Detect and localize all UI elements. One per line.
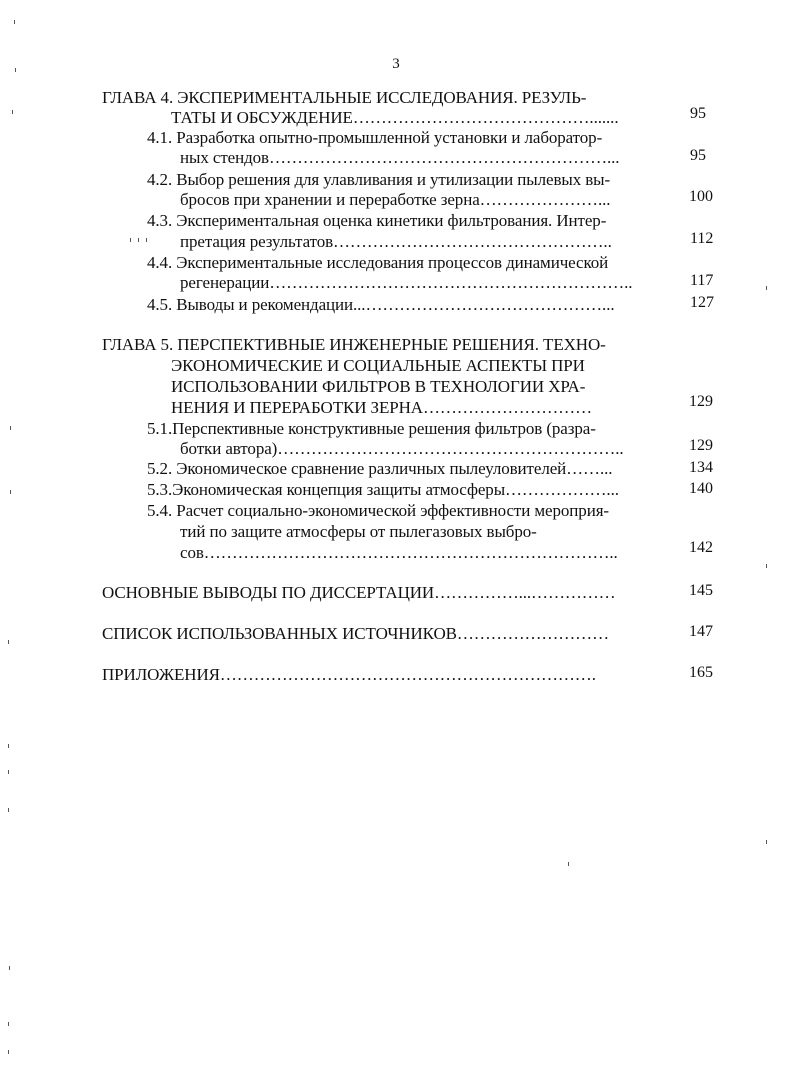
toc-section-5-3-page: 140 [689,480,713,497]
toc-appendices-page: 165 [689,664,713,681]
toc-appendices: ПРИЛОЖЕНИЯ…………………………………………………………. [102,665,596,684]
toc-section-5-2-line-1: 5.2. Экономическое сравнение различных пылеуловителей……... [147,459,613,478]
scan-speck [15,68,16,72]
toc-section-4-1-page: 95 [690,147,706,164]
toc-section-5-4-line-3: сов……………………………………………………………….. [180,543,618,562]
scan-speck [12,110,13,114]
toc-section-4-3-page: 112 [690,230,714,247]
toc-section-4-3-line-1: 4.3. Экспериментальная оценка кинетики фильтрования. Интер- [147,211,607,230]
toc-section-5-4-page: 142 [689,539,713,556]
scan-speck [766,286,767,290]
scan-speck [8,770,9,774]
toc-references: СПИСОК ИСПОЛЬЗОВАННЫХ ИСТОЧНИКОВ……………………… [102,624,609,643]
toc-chapter-5-line-3: ИСПОЛЬЗОВАНИИ ФИЛЬТРОВ В ТЕХНОЛОГИИ ХРА- [171,377,586,396]
scan-speck [8,1022,9,1026]
toc-section-4-4-line-1: 4.4. Экспериментальные исследования процессов динамической [147,253,609,272]
toc-chapter-4-line-2: ТАТЫ И ОБСУЖДЕНИЕ……………………………………....... [171,108,619,127]
scan-speck [10,490,11,494]
toc-section-5-2-page: 134 [689,459,713,476]
toc-section-4-1-line-2: ных стендов……………………………………………………... [180,148,620,167]
toc-section-4-2-line-2: бросов при хранении и переработке зерна…………………... [180,190,611,209]
toc-conclusions-page: 145 [689,582,713,599]
scan-speck [766,840,767,844]
scan-speck [14,20,15,24]
toc-section-4-5-page: 127 [690,294,714,311]
toc-chapter-5-line-1: ГЛАВА 5. ПЕРСПЕКТИВНЫЕ ИНЖЕНЕРНЫЕ РЕШЕНИЯ. ТЕХНО- [102,335,606,354]
scan-speck [8,640,9,644]
scan-speck [138,238,139,242]
toc-chapter-5-line-4: НЕНИЯ И ПЕРЕРАБОТКИ ЗЕРНА………………………… [171,398,592,417]
toc-chapter-4-page: 95 [690,105,706,122]
toc-conclusions: ОСНОВНЫЕ ВЫВОДЫ ПО ДИССЕРТАЦИИ……………...…………… [102,583,616,602]
toc-section-4-2-page: 100 [689,188,713,205]
toc-section-5-3-line-1: 5.3.Экономическая концепция защиты атмосферы………………... [147,480,619,499]
scan-speck [146,238,147,242]
scan-speck [10,426,11,430]
toc-section-4-2-line-1: 4.2. Выбор решения для улавливания и утилизации пылевых вы- [147,170,611,189]
toc-chapter-5-line-2: ЭКОНОМИЧЕСКИЕ И СОЦИАЛЬНЫЕ АСПЕКТЫ ПРИ [171,356,585,375]
toc-section-5-1-line-2: ботки автора)…………………………………………………….. [180,439,624,458]
toc-section-4-1-line-1: 4.1. Разработка опытно-промышленной установки и лаборатор- [147,128,603,147]
toc-section-5-1-page: 129 [689,437,713,454]
scan-speck [9,966,10,970]
scan-speck [8,1050,9,1054]
toc-section-4-5-line-1: 4.5. Выводы и рекомендации...……………………………………... [147,295,615,314]
toc-section-5-1-line-1: 5.1.Перспективные конструктивные решения фильтров (разра- [147,419,596,438]
scan-speck [8,744,9,748]
toc-chapter-5-page: 129 [689,393,713,410]
toc-section-4-3-line-2: претация результатов………………………………………….. [180,232,612,251]
toc-chapter-4-line-1: ГЛАВА 4. ЭКСПЕРИМЕНТАЛЬНЫЕ ИССЛЕДОВАНИЯ. РЕЗУЛЬ- [102,88,587,107]
scan-speck [766,564,767,568]
toc-references-page: 147 [689,623,713,640]
scan-speck [8,808,9,812]
toc-section-5-4-line-2: тий по защите атмосферы от пылегазовых выбро- [180,522,537,541]
toc-section-4-4-line-2: регенерации……………………………………………………….. [180,273,633,292]
scan-speck [568,862,569,866]
page-number: 3 [392,56,400,72]
scan-speck [130,238,131,242]
toc-section-5-4-line-1: 5.4. Расчет социально-экономической эффективности мероприя- [147,501,609,520]
toc-section-4-4-page: 117 [690,272,714,289]
